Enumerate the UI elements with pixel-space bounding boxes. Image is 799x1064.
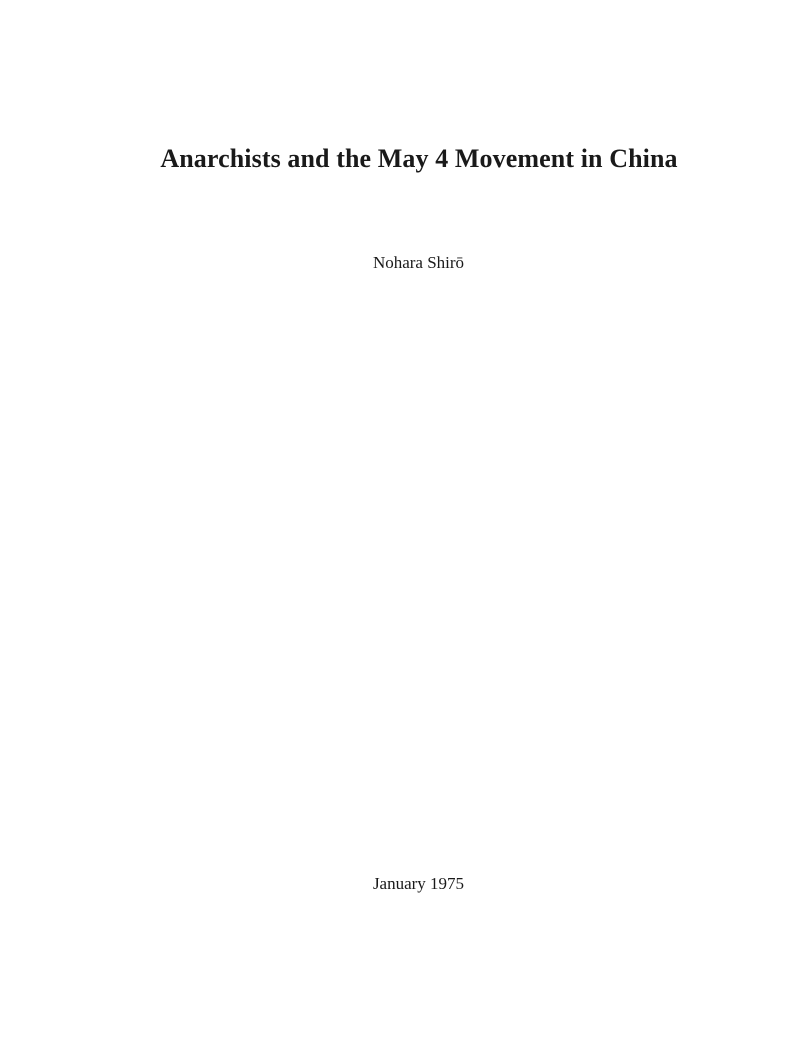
document-title: Anarchists and the May 4 Movement in China xyxy=(160,144,678,173)
publication-date: January 1975 xyxy=(372,874,465,893)
document-author: Nohara Shirō xyxy=(372,253,465,272)
